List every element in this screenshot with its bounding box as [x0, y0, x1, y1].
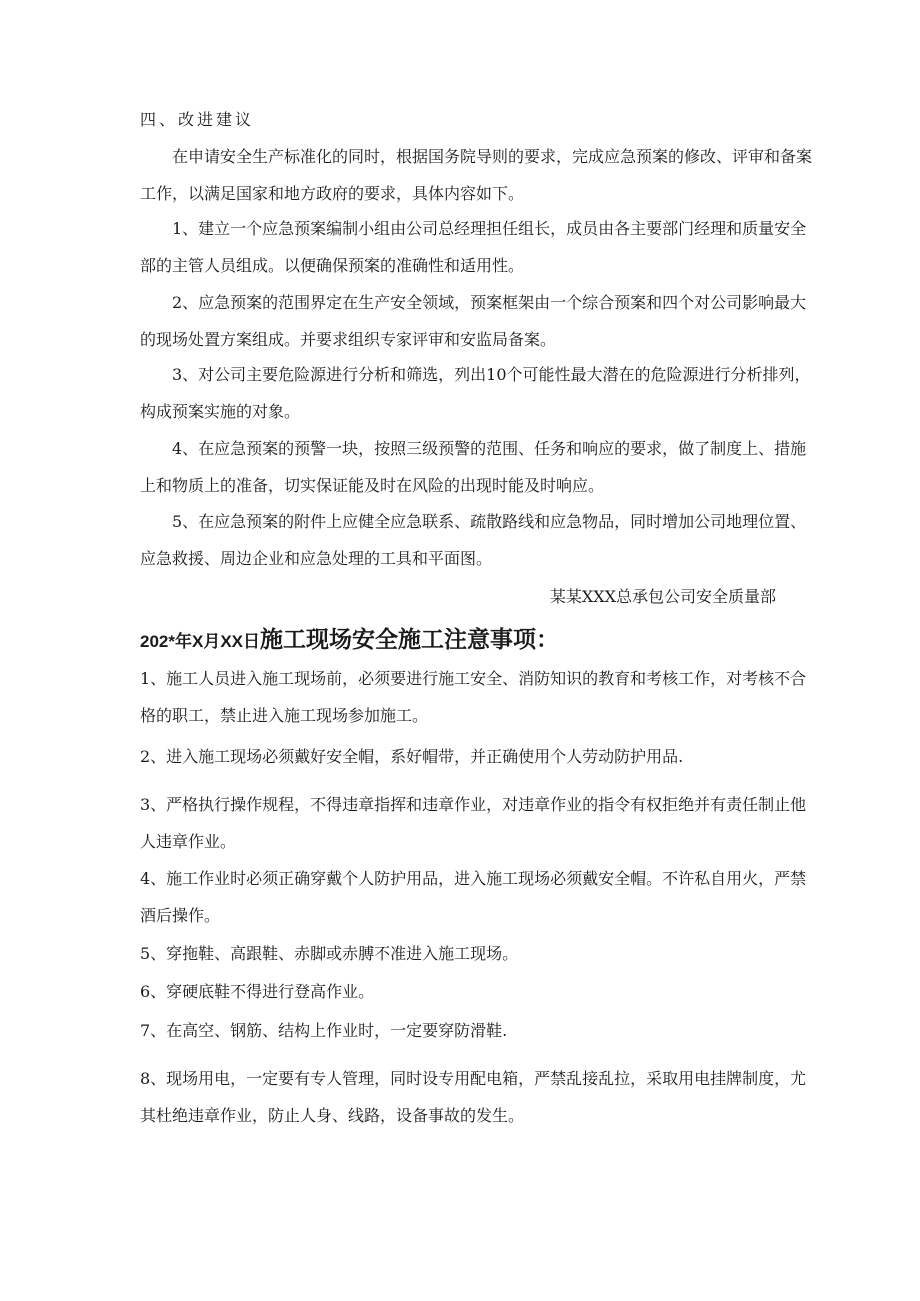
notice-item-4: 4、施工作业时必须正确穿戴个人防护用品，进入施工现场必须戴安全帽。不许私自用火，严禁酒后操作。 — [140, 869, 807, 925]
notice-title-line — [140, 616, 559, 662]
notice-item-6: 6、穿硬底鞋不得进行登高作业。 — [140, 982, 375, 1001]
suggestion-item-3: 3、对公司主要危险源进行分析和筛选，列出10个可能性最大潜在的危险源进行分析排列，构成预案实施的对象。 — [140, 365, 811, 421]
suggestion-item-2: 2、应急预案的范围界定在生产安全领域，预案框架由一个综合预案和四个对公司影响最大的现场处置方案组成。并要求组织专家评审和安监局备案。 — [140, 293, 807, 349]
suggestion-item-5: 5、在应急预案的附件上应健全应急联系、疏散路线和应急物品，同时增加公司地理位置、应急救援、周边企业和应急处理的工具和平面图。 — [140, 512, 807, 568]
notice-date: 202*年X月XX日 — [140, 632, 260, 651]
notice-item-5: 5、穿拖鞋、高跟鞋、赤脚或赤膊不准进入施工现场。 — [140, 944, 519, 963]
suggestion-item-1: 1、建立一个应急预案编制小组由公司总经理担任组长，成员由各主要部门经理和质量安全部的主管人员组成。以便确保预案的准确性和适用性。 — [140, 219, 807, 275]
notice-item-1: 1、施工人员进入施工现场前，必须要进行施工安全、消防知识的教育和考核工作，对考核不合格的职工，禁止进入施工现场参加施工。 — [140, 669, 807, 725]
intro-paragraph: 在申请安全生产标准化的同时，根据国务院导则的要求，完成应急预案的修改、评审和备案工作，以满足国家和地方政府的要求，具体内容如下。 — [140, 147, 813, 203]
notice-item-2: 2、进入施工现场必须戴好安全帽，系好帽带，并正确使用个人劳动防护用品. — [140, 747, 684, 766]
section-heading: 四、改进建议 — [140, 110, 255, 129]
notice-item-8: 8、现场用电，一定要有专人管理，同时设专用配电箱，严禁乱接乱拉，采取用电挂牌制度，尤其杜绝违章作业，防止人身、线路，设备事故的发生。 — [140, 1069, 807, 1125]
suggestion-item-4: 4、在应急预案的预警一块，按照三级预警的范围、任务和响应的要求，做了制度上、措施上和物质上的准备，切实保证能及时在风险的出现时能及时响应。 — [140, 439, 807, 495]
notice-title: 施工现场安全施工注意事项： — [260, 626, 559, 653]
notice-item-3: 3、严格执行操作规程，不得违章指挥和违章作业，对违章作业的指令有权拒绝并有责任制止他人违章作业。 — [140, 795, 807, 851]
notice-item-7: 7、在高空、钢筋、结构上作业时，一定要穿防滑鞋. — [140, 1021, 508, 1040]
signature-line: 某某XXX总承包公司安全质量部 — [549, 587, 776, 606]
